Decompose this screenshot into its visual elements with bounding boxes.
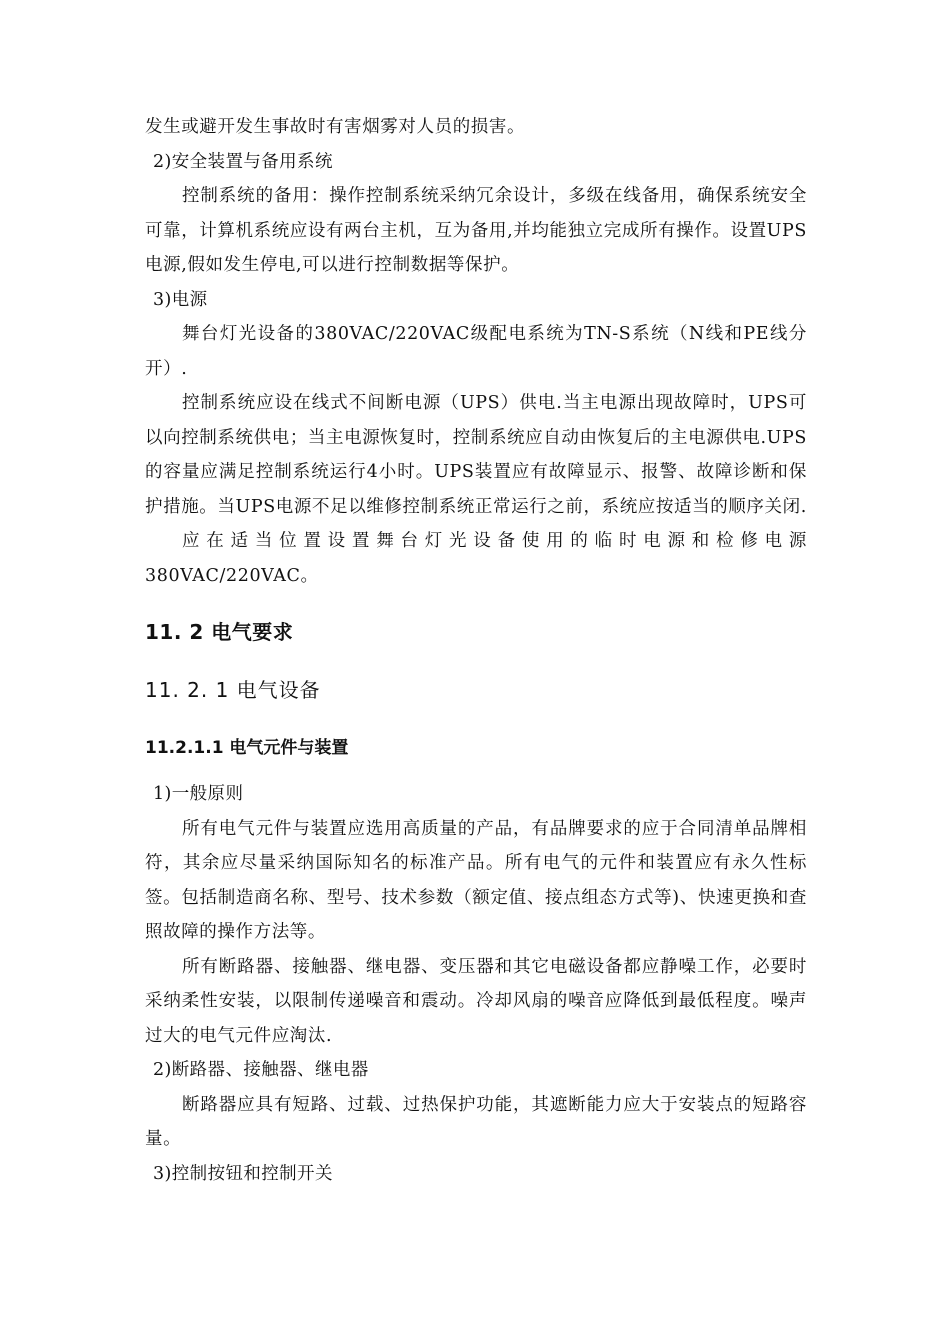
list-item-safety-devices: 2)安全装置与备用系统 bbox=[153, 151, 333, 172]
paragraph-power-system: 舞台灯光设备的380VAC/220VAC级配电系统为TN-S系统（N线和PE线分开）. bbox=[145, 324, 807, 379]
section-heading-11-2-1: 11. 2. 1 电气设备 bbox=[145, 678, 321, 702]
list-item-control-buttons: 3)控制按钮和控制开关 bbox=[153, 1163, 333, 1184]
paragraph-noise: 所有断路器、接触器、继电器、变压器和其它电磁设备都应静噪工作，必要时采纳柔性安装，以限制传递噪音和震动。冷却风扇的噪音应降低到最低程度。噪声过大的电气元件应淘汰. bbox=[145, 956, 807, 1046]
document-body bbox=[145, 110, 807, 1191]
paragraph-intro-end: 发生或避开发生事故时有害烟雾对人员的损害。 bbox=[145, 117, 526, 137]
paragraph-ups: 控制系统应设在线式不间断电源（UPS）供电.当主电源出现故障时，UPS可以向控制系统供电；当主电源恢复时，控制系统应自动由恢复后的主电源供电.UPS的容量应满足控制系统运行4小时。UPS装置应有故障显示、报警、故障诊断和保护措施。当UPS电源不足以维修控制系统正常运行之前，系统应按适当的顺序关闭. bbox=[145, 393, 807, 517]
section-heading-11-2-1-1: 11.2.1.1 电气元件与装置 bbox=[145, 738, 349, 758]
list-item-power: 3)电源 bbox=[153, 289, 208, 310]
paragraph-control-backup: 控制系统的备用：操作控制系统采纳冗余设计，多级在线备用，确保系统安全可靠，计算机系统应设有两台主机，互为备用,并均能独立完成所有操作。设置UPS电源,假如发生停电,可以进行控制数据等保护。 bbox=[145, 186, 807, 275]
list-item-general-principles: 1)一般原则 bbox=[153, 784, 244, 804]
list-item-breakers: 2)断路器、接触器、继电器 bbox=[153, 1060, 369, 1080]
paragraph-temp-power: 应在适当位置设置舞台灯光设备使用的临时电源和检修电源380VAC/220VAC。 bbox=[145, 531, 807, 586]
paragraph-components: 所有电气元件与装置应选用高质量的产品，有品牌要求的应于合同清单品牌相符，其余应尽量采纳国际知名的标准产品。所有电气的元件和装置应有永久性标签。包括制造商名称、型号、技术参数（额定值、接点组态方式等)、快速更换和查照故障的操作方法等。 bbox=[145, 818, 807, 942]
paragraph-breaker: 断路器应具有短路、过载、过热保护功能，其遮断能力应大于安装点的短路容量。 bbox=[145, 1094, 807, 1149]
section-heading-11-2: 11. 2 电气要求 bbox=[145, 620, 294, 644]
